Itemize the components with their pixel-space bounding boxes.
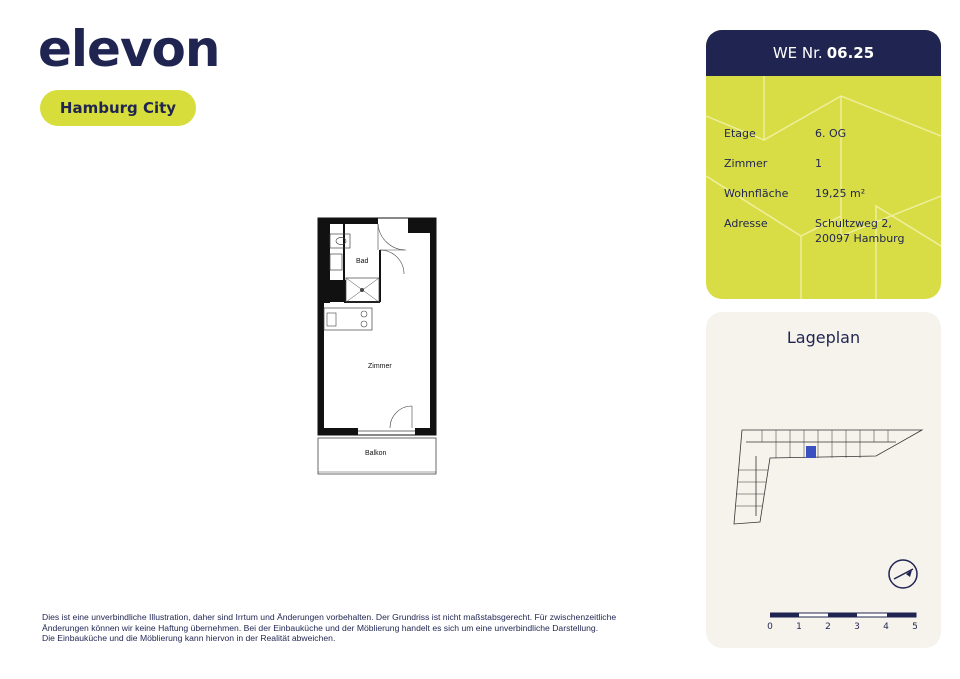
scale-tick: 5 bbox=[912, 622, 918, 632]
disclaimer bbox=[42, 612, 642, 644]
disclaimer-line: Änderungen können wir keine Haftung übernehmen. Bei der Einbauküche und der Möblierung handelt es sich um eine unverbindliche Darstellung. bbox=[42, 622, 599, 633]
room-label-bad: Bad bbox=[356, 258, 369, 265]
detail-key: Zimmer bbox=[724, 157, 768, 170]
unit-info-card bbox=[706, 30, 941, 299]
detail-row-wohnflaeche bbox=[724, 186, 934, 201]
detail-row-etage bbox=[724, 126, 934, 141]
detail-key: Adresse bbox=[724, 217, 768, 230]
scale-tick: 2 bbox=[825, 622, 831, 632]
scale-tick: 0 bbox=[767, 622, 773, 632]
scale-bar bbox=[766, 610, 916, 640]
site-plan-drawing bbox=[726, 420, 926, 530]
detail-row-zimmer bbox=[724, 156, 934, 171]
detail-key: Wohnfläche bbox=[724, 187, 789, 200]
scale-tick: 1 bbox=[796, 622, 802, 632]
site-plan-card bbox=[706, 312, 941, 648]
detail-key: Etage bbox=[724, 127, 756, 140]
north-arrow-icon bbox=[886, 557, 920, 591]
detail-row-adresse bbox=[724, 216, 934, 246]
detail-value: 1 bbox=[815, 157, 822, 170]
scale-tick: 4 bbox=[883, 622, 889, 632]
detail-value: 6. OG bbox=[815, 127, 847, 140]
location-badge: Hamburg City bbox=[40, 90, 196, 126]
unit-header bbox=[706, 30, 941, 76]
scale-labels bbox=[766, 622, 926, 636]
unit-details bbox=[724, 126, 934, 261]
unit-number: 06.25 bbox=[826, 44, 875, 62]
room-label-zimmer: Zimmer bbox=[368, 363, 392, 370]
site-plan-title: Lageplan bbox=[786, 328, 861, 347]
unit-label: WE Nr. bbox=[772, 44, 823, 62]
detail-value: 19,25 m² bbox=[815, 187, 866, 200]
floor-plan bbox=[310, 210, 445, 480]
brand-logo: elevon bbox=[38, 20, 220, 78]
disclaimer-line: Die Einbauküche und die Möblierung kann hiervon in der Realität abweichen. bbox=[42, 633, 336, 644]
floor-plan-drawing bbox=[310, 210, 445, 480]
scale-bar-graphic bbox=[770, 610, 920, 620]
disclaimer-line: Dies ist eine unverbindliche Illustration, daher sind Irrtum und Änderungen vorbehalten. Der Grundriss ist nicht maßstabsgerecht. Für zwischenzeitliche bbox=[42, 612, 617, 622]
scale-tick: 3 bbox=[854, 622, 860, 632]
highlighted-unit bbox=[806, 446, 816, 458]
detail-value: Schultzweg 2, 20097 Hamburg bbox=[815, 217, 905, 245]
room-label-balkon: Balkon bbox=[365, 450, 387, 457]
